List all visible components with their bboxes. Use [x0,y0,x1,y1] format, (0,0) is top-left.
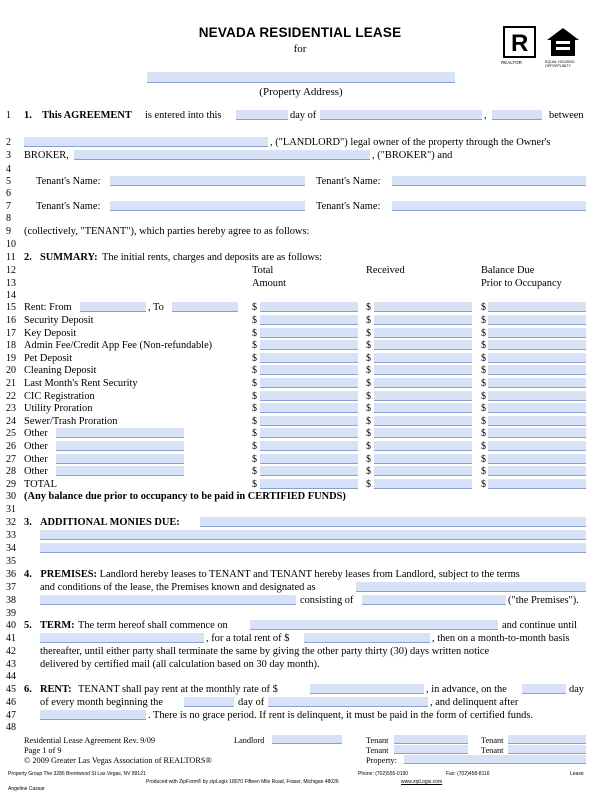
dollar-sign: $ [481,353,486,364]
summary-received-field[interactable] [374,378,472,388]
term-notice-text: thereafter, until either party shall terminate the same by giving the other party thirty (30) days written notice [40,646,490,657]
dollar-sign: $ [481,378,486,389]
dollar-sign: $ [252,441,257,452]
landlord-initial-field[interactable] [272,735,342,744]
realtor-logo-icon [503,26,536,58]
other-description-field[interactable] [56,428,184,438]
dollar-sign: $ [252,315,257,326]
dollar-sign: $ [366,353,371,364]
dollar-sign: $ [252,302,257,313]
line-number: 25 [6,428,16,439]
dollar-sign: $ [481,454,486,465]
tenant-name-label: Tenant's Name: [36,176,101,187]
line-number: 21 [6,378,16,389]
rent-to-field[interactable] [172,302,238,312]
agreement-text: is entered into this [145,110,222,121]
between-label: between [549,110,584,121]
summary-row-label: TOTAL [24,479,58,490]
agreement-month-field[interactable] [320,110,482,120]
page-number: Page 1 of 9 [24,746,62,755]
rent-text: TENANT shall pay rent at the monthly rate of $ [78,684,278,695]
rent-begin-text: of every month beginning the [40,697,163,708]
broker-label: BROKER, [24,150,69,161]
summary-received-field[interactable] [374,479,472,489]
website-link[interactable]: www.zipLogix.com [401,779,443,785]
dollar-sign: $ [366,428,371,439]
summary-row-label: Last Month's Rent Security [24,378,138,389]
landlord-initial-label: Landlord [234,736,265,745]
copyright: © 2009 Greater Las Vegas Association of REALTORS® [24,756,212,765]
dollar-sign: $ [252,353,257,364]
dollar-sign: $ [252,378,257,389]
other-description-field[interactable] [56,466,184,476]
total-rent-label: , for a total rent of $ [206,633,290,644]
rent-balance-field[interactable] [488,302,586,312]
section-number: 2. [24,252,32,263]
comma: , [484,110,487,121]
summary-balance-field[interactable] [488,428,586,438]
line-number: 19 [6,353,16,364]
dollar-sign: $ [366,466,371,477]
dollar-sign: $ [366,340,371,351]
summary-row-label: CIC Registration [24,391,95,402]
summary-total-field[interactable] [260,403,358,413]
certified-funds-note: (Any balance due prior to occupancy to be paid in CERTIFIED FUNDS) [24,491,346,502]
dollar-sign: $ [481,365,486,376]
summary-row-label: Pet Deposit [24,353,73,364]
line-number: 24 [6,416,16,427]
dollar-sign: $ [481,315,486,326]
section-number: 1. [24,110,32,121]
tenant-initial-field[interactable] [394,735,468,744]
dollar-sign: $ [252,454,257,465]
term-end-field[interactable] [40,633,204,643]
summary-row-label: Other [24,428,48,439]
dollar-sign: $ [252,466,257,477]
tenant-name-field[interactable] [110,176,305,186]
term-heading: TERM: [40,620,75,631]
summary-total-field[interactable] [260,353,358,363]
property-address-field[interactable] [147,72,455,83]
dollar-sign: $ [366,454,371,465]
line-number: 27 [6,454,16,465]
summary-row-label: Sewer/Trash Proration [24,416,118,427]
realtor-label: REALTOR [501,60,522,65]
dollar-sign: $ [366,416,371,427]
rent-heading: RENT: [40,684,72,695]
fax: Fax: (702)458-8116 [446,771,490,777]
dollar-sign: $ [481,328,486,339]
dollar-sign: $ [481,466,486,477]
summary-row-label: Other [24,454,48,465]
dollar-sign: $ [252,328,257,339]
column-header-balance: Balance Due [481,265,535,276]
tenant-initial-field[interactable] [394,745,468,754]
summary-balance-field[interactable] [488,454,586,464]
term-certified-text: delivered by certified mail (all calculation based on 30 day month). [40,659,320,670]
summary-balance-field[interactable] [488,403,586,413]
summary-total-field[interactable] [260,441,358,451]
tenant-initial-field[interactable] [508,745,586,754]
svg-text:R: R [511,30,529,56]
tenant-initial-label: Tenant [481,746,504,755]
dollar-sign: $ [252,403,257,414]
tenant-name-field[interactable] [110,201,305,211]
tenant-initial-label: Tenant [481,736,504,745]
tenant-initial-field[interactable] [508,735,586,744]
summary-total-field[interactable] [260,428,358,438]
dollar-sign: $ [481,428,486,439]
tenant-name-label: Tenant's Name: [36,201,101,212]
form-tag: Lease [570,771,584,777]
dollar-sign: $ [366,391,371,402]
equal-housing-label: EQUAL HOUSING OPPORTUNITY [545,60,575,68]
additional-monies-field[interactable] [40,530,586,540]
dollar-sign: $ [366,378,371,389]
summary-total-field[interactable] [260,466,358,476]
broker-text: , ("BROKER") and [372,150,453,161]
line-number: 26 [6,441,16,452]
monthly-rent-field[interactable] [310,684,424,694]
tenant-name-label: Tenant's Name: [316,176,381,187]
rent-to-label: , To [148,302,164,313]
premises-designation-field[interactable] [40,595,296,605]
dollar-sign: $ [252,391,257,402]
dollar-sign: $ [481,391,486,402]
landlord-text: , ("LANDLORD") legal owner of the property through the Owner's [270,137,551,148]
section-number: 3. [24,517,32,528]
dollar-sign: $ [252,340,257,351]
summary-received-field[interactable] [374,391,472,401]
agreement-day-field[interactable] [236,110,288,120]
summary-total-field[interactable] [260,378,358,388]
other-description-field[interactable] [56,454,184,464]
dollar-sign: $ [366,441,371,452]
summary-balance-field[interactable] [488,441,586,451]
summary-total-field[interactable] [260,328,358,338]
summary-received-field[interactable] [374,466,472,476]
day-label: day [569,684,585,695]
summary-heading: SUMMARY: [40,252,98,263]
summary-total-field[interactable] [260,479,358,489]
section-number: 6. [24,684,32,695]
column-header-received: Received [366,265,405,276]
summary-balance-field[interactable] [488,391,586,401]
line-number: 29 [6,479,16,490]
dollar-sign: $ [481,441,486,452]
additional-monies-field[interactable] [200,517,586,527]
agreement-year-field[interactable] [492,110,542,120]
tenant-initial-label: Tenant [366,736,389,745]
dollar-sign: $ [366,315,371,326]
property-label: Property: [366,756,397,765]
phone: Phone: (702)555-0190 [358,771,409,777]
term-text: and continue until [502,620,578,631]
dollar-sign: $ [252,479,257,490]
for-label: for [293,43,307,55]
summary-total-field[interactable] [260,416,358,426]
column-header-prior: Prior to Occupancy [481,278,562,289]
term-start-field[interactable] [250,620,498,630]
additional-monies-field[interactable] [40,543,586,553]
dollar-sign: $ [366,365,371,376]
summary-balance-field[interactable] [488,378,586,388]
additional-monies-heading: ADDITIONAL MONIES DUE: [40,517,180,528]
dollar-sign: $ [481,403,486,414]
delinquent-date-field[interactable] [40,710,146,720]
line-number: 17 [6,328,16,339]
month-to-month-text: , then on a month-to-month basis [432,633,570,644]
summary-received-field[interactable] [374,340,472,350]
line-number: 18 [6,340,16,351]
summary-row-label: Utility Proration [24,403,93,414]
summary-balance-field[interactable] [488,479,586,489]
summary-total-field[interactable] [260,391,358,401]
line-number: 20 [6,365,16,376]
consisting-of-label: consisting of [300,595,354,606]
property-address-label: (Property Address) [259,86,343,98]
agency-info: Property Group The 3286 Brentwood St Las Vegas, NV 89121 [8,771,146,777]
rent-text: , in advance, on the [426,684,507,695]
equal-housing-icon [545,26,581,58]
line-number: 23 [6,403,16,414]
dollar-sign: $ [366,302,371,313]
dollar-sign: $ [252,416,257,427]
summary-row-label: Cleaning Deposit [24,365,97,376]
summary-row-label: Security Deposit [24,315,94,326]
summary-received-field[interactable] [374,328,472,338]
rent-begin-month-field[interactable] [268,697,428,707]
summary-total-field[interactable] [260,454,358,464]
produced-by: Produced with ZipForm® by zipLogix 18070 Fifteen Mile Road, Fraser, Michigan 48026 [146,779,339,785]
summary-balance-field[interactable] [488,416,586,426]
premises-paragraph: 4. PREMISES: Landlord hereby leases to TENANT and TENANT hereby leases from Landlord, subject to the terms [24,569,520,580]
day-of-label: day of [290,110,317,121]
dollar-sign: $ [252,428,257,439]
summary-balance-field[interactable] [488,466,586,476]
column-header-total: Total [252,265,274,276]
form-name: Residential Lease Agreement Rev. 9/09 [24,736,156,745]
premises-designation-field[interactable] [356,582,586,592]
tenant-name-field[interactable] [392,176,586,186]
delinquent-text: , and delinquent after [430,697,519,708]
summary-balance-field[interactable] [488,340,586,350]
dollar-sign: $ [366,479,371,490]
summary-balance-field[interactable] [488,365,586,375]
summary-received-field[interactable] [374,428,472,438]
grace-period-text: . There is no grace period. If rent is delinquent, it must be paid in the form of certified funds. [148,710,534,721]
rent-from-field[interactable] [80,302,146,312]
section-number: 5. [24,620,32,631]
summary-received-field[interactable] [374,454,472,464]
total-rent-field[interactable] [304,633,430,643]
summary-total-field[interactable] [260,315,358,325]
summary-received-field[interactable] [374,353,472,363]
summary-row-label: Admin Fee/Credit App Fee (Non-refundable) [24,340,213,351]
line-number: 28 [6,466,16,477]
rent-due-day-field[interactable] [522,684,566,694]
dollar-sign: $ [481,479,486,490]
agent-name: Angeline Cassar [8,786,45,792]
summary-row-label: Other [24,466,48,477]
column-header-amount: Amount [252,278,287,289]
term-text: The term hereof shall commence on [78,620,228,631]
rent-begin-day-field[interactable] [184,697,234,707]
dollar-sign: $ [366,328,371,339]
summary-row-label: Other [24,441,48,452]
dollar-sign: $ [252,365,257,376]
summary-received-field[interactable] [374,441,472,451]
line-number: 16 [6,315,16,326]
premises-label: ("the Premises"). [508,595,579,606]
dollar-sign: $ [481,340,486,351]
other-description-field[interactable] [56,441,184,451]
rent-received-field[interactable] [374,302,472,312]
line-number: 22 [6,391,16,402]
agreement-heading: This AGREEMENT [42,110,132,121]
tenant-initial-label: Tenant [366,746,389,755]
property-field[interactable] [404,755,586,764]
summary-balance-field[interactable] [488,315,586,325]
page-title: NEVADA RESIDENTIAL LEASE [198,25,402,40]
broker-name-field[interactable] [74,150,370,160]
tenant-collective-text: (collectively, "TENANT"), which parties hereby agree to as follows: [24,226,310,237]
summary-row-label: Key Deposit [24,328,77,339]
summary-received-field[interactable] [374,416,472,426]
summary-balance-field[interactable] [488,353,586,363]
summary-received-field[interactable] [374,365,472,375]
premises-consisting-field[interactable] [362,595,506,605]
summary-received-field[interactable] [374,315,472,325]
rent-from-label: Rent: From [24,302,72,313]
rent-total-field[interactable] [260,302,358,312]
dollar-sign: $ [366,403,371,414]
summary-total-field[interactable] [260,340,358,350]
tenant-name-field[interactable] [392,201,586,211]
summary-text: The initial rents, charges and deposits are as follows: [102,252,322,263]
premises-text: and conditions of the lease, the Premises known and designated as [40,582,316,593]
summary-balance-field[interactable] [488,328,586,338]
tenant-name-label: Tenant's Name: [316,201,381,212]
summary-received-field[interactable] [374,403,472,413]
summary-total-field[interactable] [260,365,358,375]
landlord-name-field[interactable] [24,137,268,147]
dollar-sign: $ [481,302,486,313]
day-of-label: day of [238,697,265,708]
dollar-sign: $ [481,416,486,427]
